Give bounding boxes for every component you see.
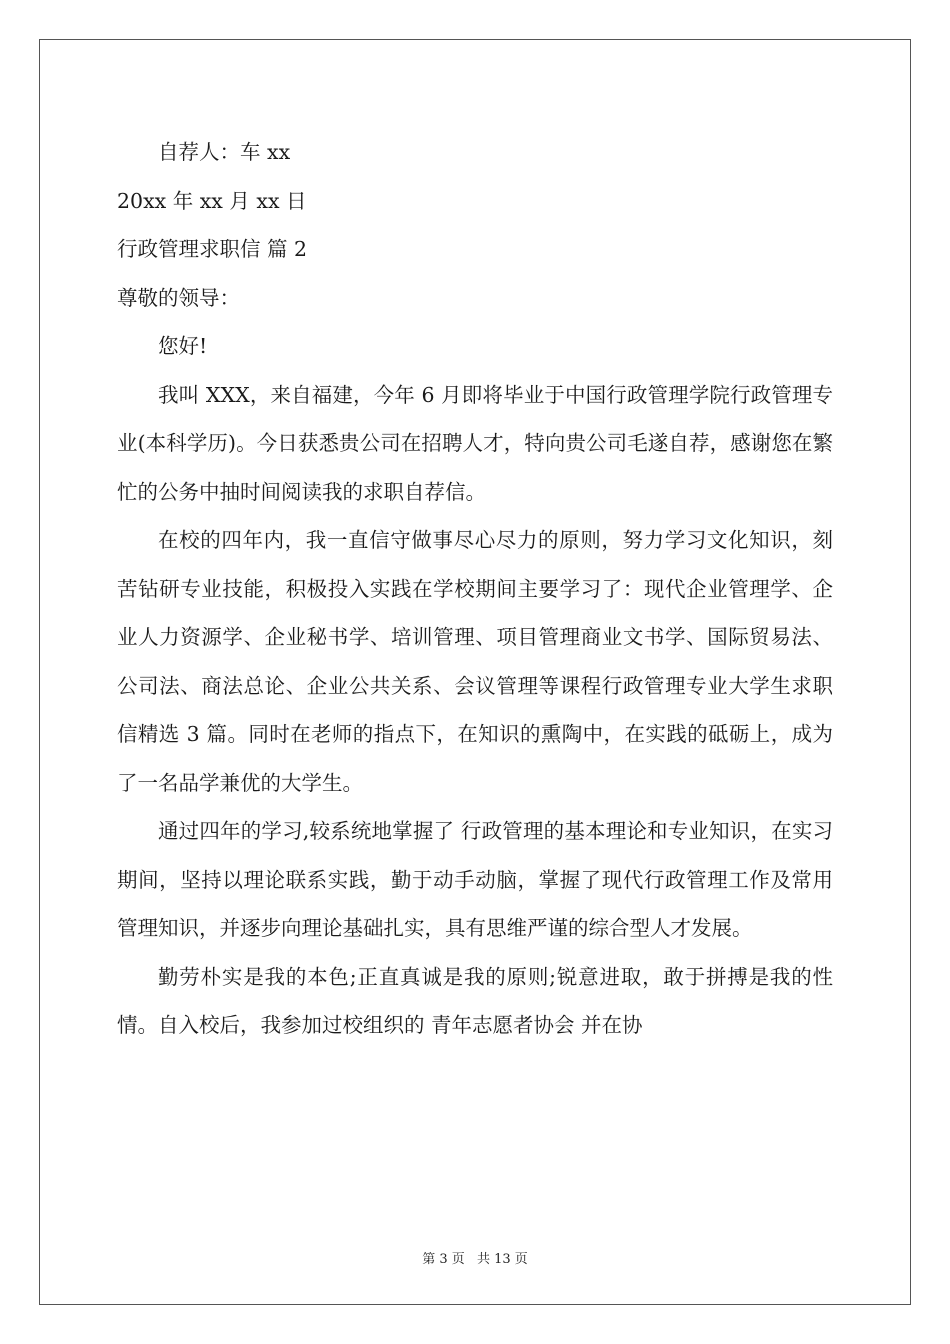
paragraph-intro: 我叫 XXX，来自福建，今年 6 月即将毕业于中国行政管理学院行政管理专业(本科学历)。今日获悉贵公司在招聘人才，特向贵公司毛遂自荐，感谢您在繁忙的公务中抽时间阅读我的求职自荐信。 [117, 382, 833, 504]
signature-line: 自荐人：车 xx [158, 140, 291, 164]
page-footer [0, 1248, 950, 1267]
paragraph-skills: 通过四年的学习,较系统地掌握了 行政管理的基本理论和专业知识，在实习期间，坚持以理论联系实践，勤于动手动脑，掌握了现代行政管理工作及常用管理知识，并逐步向理论基础扎实，具有思维严谨的综合型人才发展。 [117, 819, 833, 940]
page-number: 第 3 页 [422, 1252, 465, 1267]
document-body [117, 128, 833, 1050]
date-line: 20xx 年 xx 月 xx 日 [117, 188, 307, 213]
paragraph-character: 勤劳朴实是我的本色;正直真诚是我的原则;锐意进取，敢于拼搏是我的性情。自入校后，我参加过校组织的 青年志愿者协会 并在协 [117, 964, 833, 1037]
paragraph-study: 在校的四年内，我一直信守做事尽心尽力的原则，努力学习文化知识，刻苦钻研专业技能，积极投入实践在学校期间主要学习了：现代企业管理学、企业人力资源学、企业秘书学、培训管理、项目管理商业文书学、国际贸易法、公司法、商法总论、企业公共关系、会议管理等课程行政管理专业大学生求职信精选 3 篇。同时在老师的指点下，在知识的熏陶中，在实践的砥砺上，成为了一名品学兼优的大学生。 [117, 528, 833, 795]
greeting: 您好! [158, 334, 208, 358]
section-title: 行政管理求职信 篇 2 [117, 237, 308, 261]
page-total: 共 13 页 [476, 1252, 528, 1267]
salutation: 尊敬的领导： [117, 285, 240, 310]
